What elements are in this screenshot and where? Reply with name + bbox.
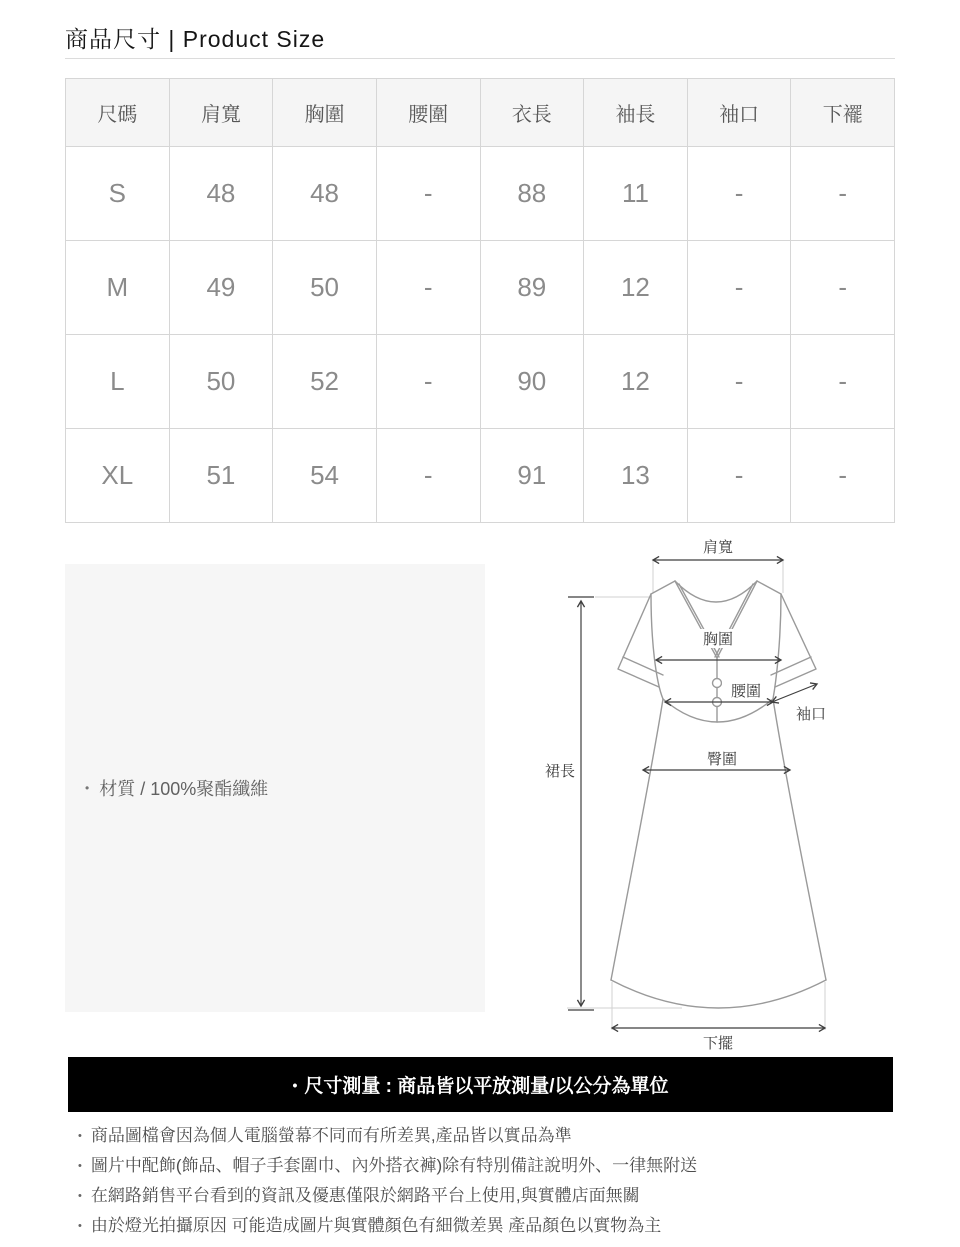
size-table-body (66, 147, 895, 523)
cell: 48 (169, 147, 273, 241)
title-divider (65, 58, 895, 59)
bullet-icon: • (85, 781, 90, 795)
col-header-hem: 下襬 (791, 79, 895, 147)
size-table-header-row (66, 79, 895, 147)
list-item (78, 1151, 898, 1181)
diagram-label-hip: 臀圍 (706, 751, 738, 768)
cell: 50 (273, 241, 377, 335)
cell: - (791, 147, 895, 241)
cell: 49 (169, 241, 273, 335)
cell: 11 (584, 147, 688, 241)
measurement-notice-banner (68, 1057, 893, 1112)
cell: - (376, 241, 480, 335)
cell: - (791, 429, 895, 523)
table-row-xl (66, 429, 895, 523)
col-header-cuff: 袖口 (687, 79, 791, 147)
cell: - (376, 147, 480, 241)
table-row-s (66, 147, 895, 241)
cuff-arrow (772, 684, 817, 702)
material-info-box (65, 564, 485, 1012)
banner-text: 尺寸測量 : 商品皆以平放測量/以公分為單位 (304, 1076, 669, 1097)
cell: - (687, 147, 791, 241)
cell: 91 (480, 429, 584, 523)
bullet-icon: • (292, 1076, 298, 1093)
cell: 54 (273, 429, 377, 523)
cell: 50 (169, 335, 273, 429)
cell: 88 (480, 147, 584, 241)
col-header-sleeve-length: 袖長 (584, 79, 688, 147)
page-title: 商品尺寸 | Product Size (65, 26, 326, 53)
cell: 13 (584, 429, 688, 523)
col-header-waist: 腰圍 (376, 79, 480, 147)
cell: 90 (480, 335, 584, 429)
measurement-diagram (530, 530, 960, 1060)
cell: 52 (273, 335, 377, 429)
cell: 48 (273, 147, 377, 241)
col-header-bust: 胸圍 (273, 79, 377, 147)
diagram-label-bust: 胸圍 (702, 631, 734, 648)
cell: XL (66, 429, 170, 523)
bullet-icon: • (78, 1220, 82, 1232)
table-row-m (66, 241, 895, 335)
diagram-label-cuff: 袖口 (795, 706, 827, 723)
size-table-head (66, 79, 895, 147)
cell: - (791, 335, 895, 429)
cell: - (687, 335, 791, 429)
diagram-label-skirt-length: 裙長 (544, 763, 576, 780)
cell: 89 (480, 241, 584, 335)
cell: - (376, 335, 480, 429)
size-table (65, 78, 895, 523)
cell: - (791, 241, 895, 335)
list-item (78, 1211, 898, 1241)
list-item (78, 1121, 898, 1151)
col-header-shoulder: 肩寬 (169, 79, 273, 147)
list-item (78, 1181, 898, 1211)
cell: M (66, 241, 170, 335)
note-text: 商品圖檔會因為個人電腦螢幕不同而有所差異,產品皆以實品為準 (90, 1126, 572, 1145)
disclaimer-notes (78, 1121, 898, 1241)
col-header-length: 衣長 (480, 79, 584, 147)
cell: 12 (584, 335, 688, 429)
table-row-l (66, 335, 895, 429)
cell: 12 (584, 241, 688, 335)
bullet-icon: • (78, 1130, 82, 1142)
diagram-label-hem: 下擺 (702, 1035, 734, 1052)
cell: 51 (169, 429, 273, 523)
bullet-icon: • (78, 1190, 82, 1202)
note-text: 圖片中配飾(飾品、帽子手套圍巾、內外搭衣褲)除有特別備註說明外、一律無附送 (90, 1156, 698, 1175)
diagram-labels (545, 539, 826, 1052)
col-header-size: 尺碼 (66, 79, 170, 147)
cell: - (687, 429, 791, 523)
cell: S (66, 147, 170, 241)
diagram-label-shoulder-width: 肩寬 (702, 539, 734, 556)
material-line (65, 775, 268, 801)
cell: - (687, 241, 791, 335)
cell: - (376, 429, 480, 523)
bullet-icon: • (78, 1160, 82, 1172)
diagram-label-waist: 腰圍 (730, 683, 762, 700)
note-text: 在網路銷售平台看到的資訊及優惠僅限於網路平台上使用,與實體店面無關 (90, 1186, 640, 1205)
cell: L (66, 335, 170, 429)
note-text: 由於燈光拍攝原因 可能造成圖片與實體顏色有細微差異 產品顏色以實物為主 (90, 1216, 662, 1235)
material-text: 材質 / 100%聚酯纖維 (99, 779, 269, 799)
